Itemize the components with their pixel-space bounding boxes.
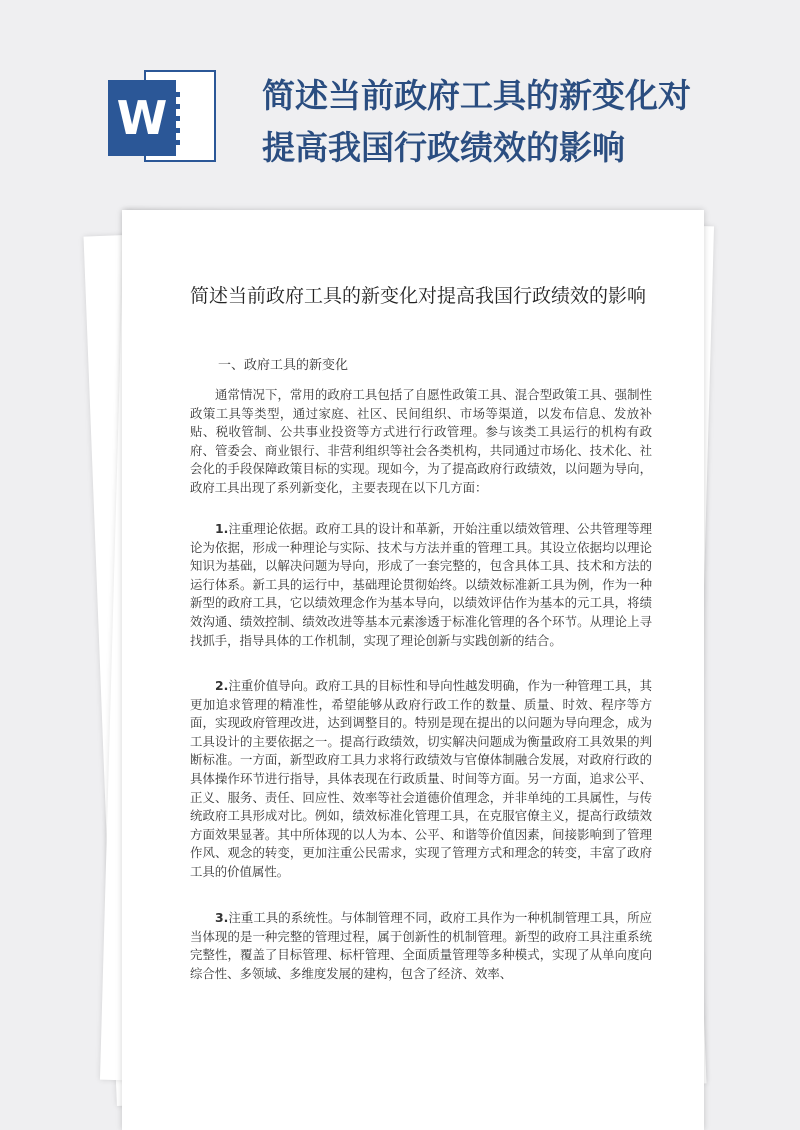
word-document-icon [108, 62, 218, 168]
word-letter-badge: W [108, 80, 176, 156]
point-paragraph [190, 677, 652, 882]
point-text: 注重理论依据。政府工具的设计和革新，开始注重以绩效管理、公共管理等理论为依据，形成一种理论与实际、技术与方法并重的管理工具。其设立依据均以理论知识为基础，以解决问题为导向，形成了一套完整的，包含具体工具、技术和方法的运行体系。新工具的运行中，基础理论贯彻始终。以绩效标准新工具为例，作为一种新型的政府工具，它以绩效理念作为基本导向，以绩效评估作为基本的元工具，将绩效沟通、绩效控制、绩效改进等基本元素渗透于标准化管理的各个环节。从理论上寻找抓手，指导具体的工作机制，实现了理论创新与实践创新的结合。 [190, 521, 652, 648]
section-heading: 一、政府工具的新变化 [218, 358, 349, 373]
point-text: 注重价值导向。政府工具的目标性和导向性越发明确，作为一种管理工具，其更加追求管理的精准性，希望能够从政府行政工作的数量、质量、时效、程序等方面，实现政府管理改进，达到调整目的。特别是现在提出的以问题为导向理念，成为工具设计的主要依据之一。提高行政绩效，切实解决问题成为衡量政府工具效果的判断标准。一方面，新型政府工具力求将行政绩效与官僚体制融合发展，对政府行政的具体操作环节进行指导，具体表现在行政质量、时间等方面。另一方面，追求公平、正义、服务、责任、回应性、效率等社会道德价值理念，并非单纯的工具属性，与传统政府工具形成对比。例如，绩效标准化管理工具，在克服官僚主义，提高行政绩效方面效果显著。其中所体现的以人为本、公平、和谐等价值因素，间接影响到了管理作风、观念的转变，更加注重公民需求，实现了管理方式和理念的转变，丰富了政府工具的价值属性。 [190, 678, 652, 879]
point-number: 2. [215, 678, 229, 693]
document-title: 简述当前政府工具的新变化对提高我国行政绩效的影响 [190, 285, 647, 307]
header-banner [0, 0, 800, 205]
intro-paragraph: 通常情况下，常用的政府工具包括了自愿性政策工具、混合型政策工具、强制性政策工具等类型，通过家庭、社区、民间组织、市场等渠道，以发布信息、发放补贴、税收管制、公共事业投资等方式进行行政管理。参与该类工具运行的机构有政府、管委会、商业银行、非营利组织等社会各类机构，共同通过市场化、技术化、社会化的手段保障政策目标的实现。现如今，为了提高政府行政绩效，以问题为导向，政府工具出现了系列新变化，主要表现在以下几方面： [190, 387, 652, 495]
document-page [122, 210, 704, 1130]
point-text: 注重工具的系统性。与体制管理不同，政府工具作为一种机制管理工具，所应当体现的是一种完整的管理过程，属于创新性的机制管理。新型的政府工具注重系统完整性，覆盖了目标管理、标杆管理、全面质量管理等多种模式，实现了从单向度向综合性、多领域、多维度发展的建构，包含了经济、效率、 [190, 910, 652, 981]
point-paragraph [190, 909, 652, 983]
point-number: 1. [215, 521, 229, 536]
header-title: 简述当前政府工具的新变化对提高我国行政绩效的影响 [262, 76, 691, 167]
point-number: 3. [215, 910, 229, 925]
point-paragraph [190, 520, 652, 650]
